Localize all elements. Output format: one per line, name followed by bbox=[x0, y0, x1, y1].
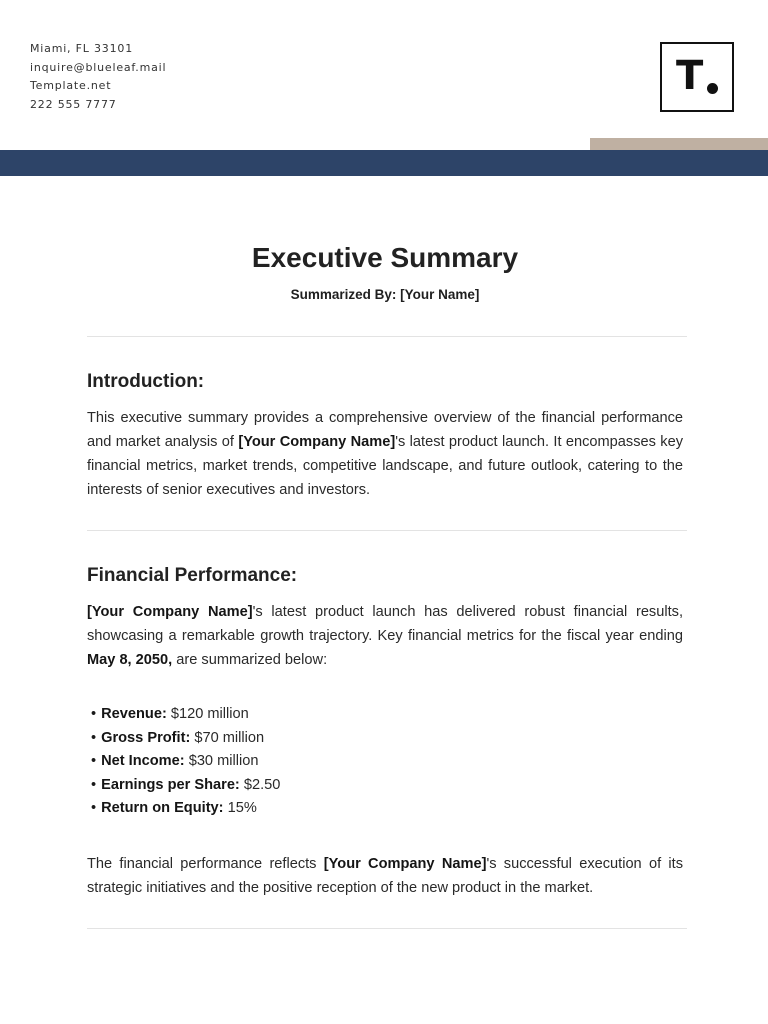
financial-performance-paragraph bbox=[87, 600, 683, 672]
metric-item-eps bbox=[91, 774, 683, 798]
metric-value: $30 million bbox=[188, 753, 259, 770]
fin-company-name: [Your Company Name] bbox=[87, 604, 253, 620]
metric-label: Gross Profit: bbox=[101, 729, 191, 746]
subtitle-label: Summarized By: bbox=[290, 287, 397, 302]
fiscal-year-date: May 8, 2050, bbox=[87, 652, 173, 668]
bullet-marker: • bbox=[91, 753, 97, 770]
phone-text: 222 555 7777 bbox=[30, 97, 117, 111]
intro-company-name: [Your Company Name] bbox=[238, 434, 396, 450]
metric-value: 15% bbox=[227, 800, 257, 817]
bullet-marker: • bbox=[91, 800, 97, 817]
metric-item-gross-profit bbox=[91, 727, 683, 751]
introduction-heading: Introduction: bbox=[87, 371, 205, 392]
metric-label: Revenue: bbox=[101, 706, 167, 722]
website-text: Template.net bbox=[30, 79, 112, 92]
email-text: inquire@blueleaf.mail bbox=[30, 60, 167, 74]
divider bbox=[87, 530, 687, 531]
financial-conclusion-paragraph bbox=[87, 852, 683, 900]
intro-text-2: 's latest product launch. It encompasses key financial metrics, market trends, competitive landscape, and future outlook, catering to the interests of senior executives and investors. bbox=[87, 434, 684, 498]
conclusion-company-name: [Your Company Name] bbox=[323, 855, 487, 872]
metric-label: Earnings per Share: bbox=[101, 776, 240, 793]
bullet-marker: • bbox=[91, 706, 97, 722]
company-logo bbox=[660, 42, 734, 112]
fin-text-1: 's latest product launch has delivered robust financial results, showcasing a remarkable growth trajectory. Key financial metrics for the fiscal year ending bbox=[87, 604, 683, 644]
metric-item-roe bbox=[91, 797, 683, 821]
bullet-marker: • bbox=[91, 729, 97, 746]
contact-info bbox=[30, 40, 166, 114]
financial-performance-heading: Financial Performance: bbox=[87, 565, 298, 586]
document-title: Executive Summary bbox=[251, 242, 519, 273]
metric-item-net-income bbox=[91, 750, 683, 774]
fin-text-2: are summarized below: bbox=[172, 652, 328, 668]
subtitle-value: [Your Name] bbox=[400, 287, 480, 302]
metric-value: $70 million bbox=[194, 729, 265, 746]
metric-value: $120 million bbox=[170, 706, 249, 722]
address-text: Miami, FL 33101 bbox=[30, 42, 133, 55]
logo-letter: T bbox=[676, 53, 704, 99]
intro-text-1: This executive summary provides a comprehensive overview of the financial performance and market analysis of bbox=[87, 410, 683, 450]
header-band-navy bbox=[0, 150, 768, 176]
conclusion-text-2: 's successful execution of its strategic initiatives and the positive reception of the new product in the market. bbox=[87, 855, 683, 896]
bullet-marker: • bbox=[91, 776, 97, 793]
conclusion-text-1: The financial performance reflects bbox=[87, 855, 324, 872]
divider bbox=[87, 336, 687, 337]
metric-item-revenue bbox=[91, 703, 683, 727]
document-body bbox=[87, 236, 683, 929]
document-subtitle bbox=[87, 286, 683, 304]
metric-label: Return on Equity: bbox=[101, 800, 224, 817]
metric-label: Net Income: bbox=[101, 753, 185, 770]
logo-dot bbox=[707, 83, 718, 94]
metrics-list bbox=[91, 703, 683, 821]
divider bbox=[87, 928, 687, 929]
introduction-paragraph bbox=[87, 406, 683, 502]
metric-value: $2.50 bbox=[243, 776, 281, 793]
